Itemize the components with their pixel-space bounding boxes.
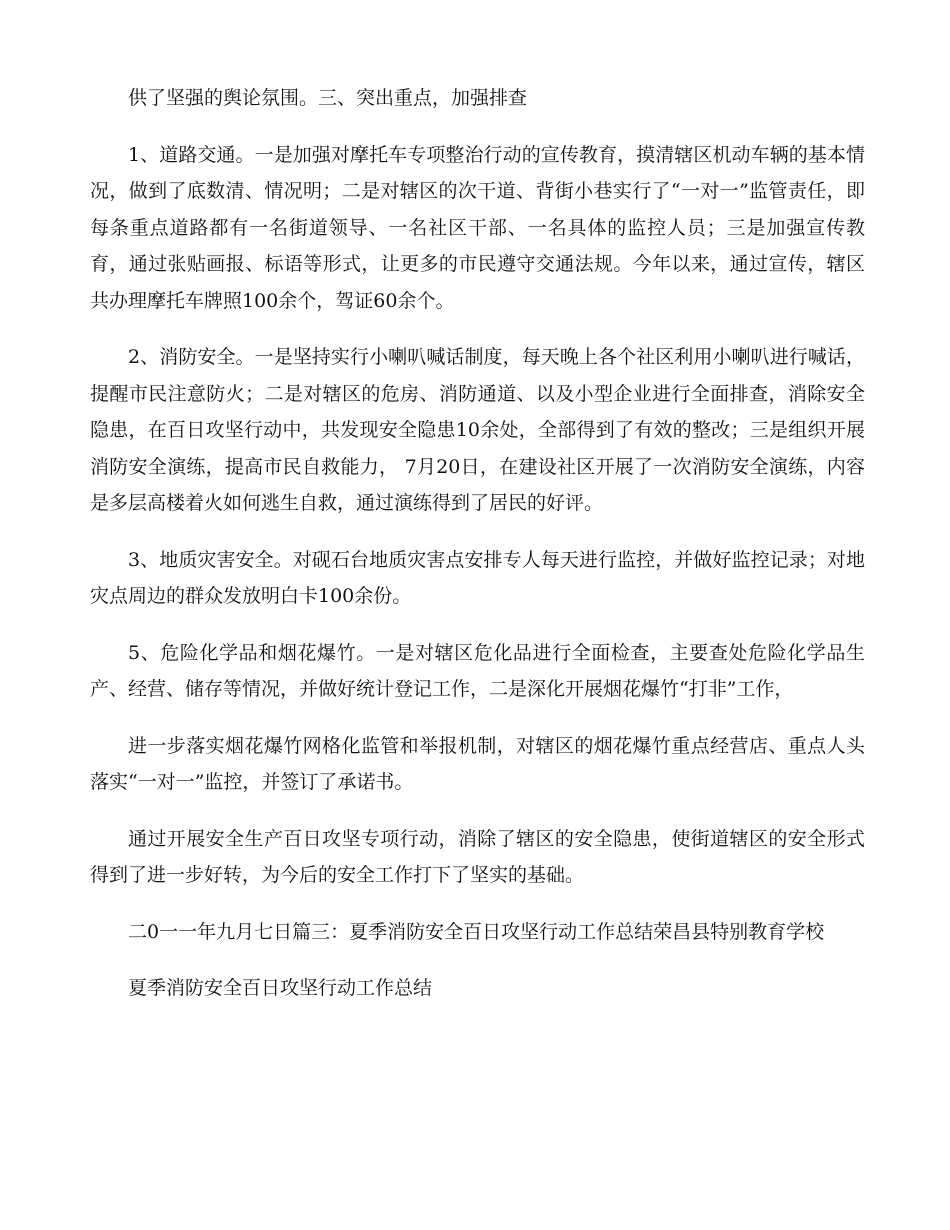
document-page <box>90 80 865 1027</box>
paragraph-date-heading: 二0一一年九月七日篇三：夏季消防安全百日攻坚行动工作总结荣昌县特别教育学校 <box>128 920 825 943</box>
paragraph-intro: 供了坚强的舆论氛围。三、突出重点，加强排查 <box>128 87 528 109</box>
paragraph-fire-safety: 2、消防安全。一是坚持实行小喇叭喊话制度，每天晚上各个社区利用小喇叭进行喊话，提醒市民注意防火；二是对辖区的危房、消防通道、以及小型企业进行全面排查，消除安全隐患，在百日攻坚行动中，共发现安全隐患10余处，全部得到了有效的整改；三是组织开展消防安全演练，提高市民自救能力， 7月20日，在建设社区开展了一次消防安全演练，内容是多层高楼着火如何逃生自救，通过演练得到了居民的好评。 <box>90 346 865 514</box>
paragraph-geological-hazard: 3、地质灾害安全。对砚石台地质灾害点安排专人每天进行监控，并做好监控记录；对地灾点周边的群众发放明白卡100余份。 <box>90 548 865 607</box>
paragraph-road-traffic: 1、道路交通。一是加强对摩托车专项整治行动的宣传教育，摸清辖区机动车辆的基本情况，做到了底数清、情况明；二是对辖区的次干道、背街小巷实行了“一对一”监管责任，即每条重点道路都有一名街道领导、一名社区干部、一名具体的监控人员；三是加强宣传教育，通过张贴画报、标语等形式，让更多的市民遵守交通法规。今年以来，通过宣传，辖区共办理摩托车牌照100余个，驾证60余个。 <box>90 143 865 312</box>
paragraph-conclusion: 通过开展安全生产百日攻坚专项行动，消除了辖区的安全隐患，使街道辖区的安全形式得到了进一步好转，为今后的安全工作打下了坚实的基础。 <box>90 827 865 886</box>
paragraph-hazardous-chemicals: 5、危险化学品和烟花爆竹。一是对辖区危化品进行全面检查，主要查处危险化学品生产、经营、储存等情况，并做好统计登记工作，二是深化开展烟花爆竹“打非”工作， <box>90 641 865 700</box>
paragraph-fireworks-supervision: 进一步落实烟花爆竹网格化监管和举报机制，对辖区的烟花爆竹重点经营店、重点人头落实“一对一”监控，并签订了承诺书。 <box>90 734 865 793</box>
paragraph-section-title: 夏季消防安全百日攻坚行动工作总结 <box>128 977 433 999</box>
